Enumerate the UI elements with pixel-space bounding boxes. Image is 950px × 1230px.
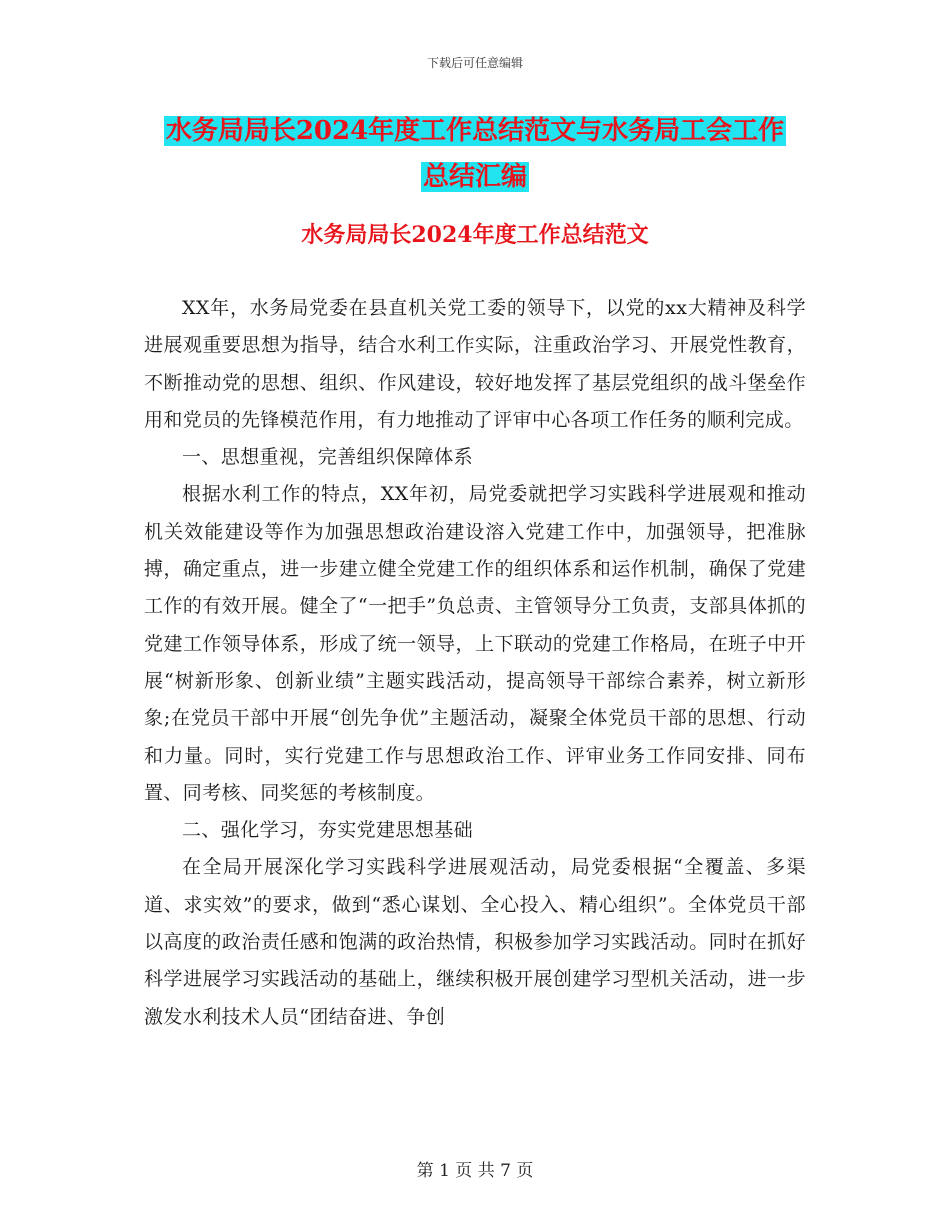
heading-part-one: 一、思想重视，完善组织保障体系	[182, 446, 474, 469]
heading-part-two: 二、强化学习，夯实党建思想基础	[182, 819, 474, 842]
page-header-note: 下载后可任意编辑	[426, 56, 523, 70]
paragraph-intro: XX年，水务局党委在县直机关党工委的领导下，以党的xx大精神及科学进展观重要思想为指导，结合水利工作实际，注重政治学习、开展党性教育，不断推动党的思想、组织、作风建设，较好地发挥了基层党组织的战斗堡垒作用和党员的先锋模范作用，有力地推动了评审中心各项工作任务的顺利完成。	[144, 297, 806, 431]
document-title	[0, 108, 950, 200]
body-text	[144, 290, 806, 1036]
document-title-line-2: 总结汇编	[422, 162, 527, 192]
document-title-line-1: 水务局局长2024年度工作总结范文与水务局工会工作	[165, 116, 785, 146]
page-number: 第 1 页 共 7 页	[416, 1161, 534, 1181]
section-title: 水务局局长2024年度工作总结范文	[301, 222, 649, 248]
paragraph-part-one: 根据水利工作的特点，XX年初，局党委就把学习实践科学进展观和推动机关效能建设等作为加强思想政治建设溶入党建工作中，加强领导，把准脉搏，确定重点，进一步建立健全党建工作的组织体系和运作机制，确保了党建工作的有效开展。健全了“一把手”负总责、主管领导分工负责，支部具体抓的党建工作领导体系，形成了统一领导，上下联动的党建工作格局，在班子中开展“树新形象、创新业绩”主题实践活动，提高领导干部综合素养，树立新形象;在党员干部中开展“创先争优”主题活动，凝聚全体党员干部的思想、行动和力量。同时，实行党建工作与思想政治工作、评审业务工作同安排、同布置、同考核、同奖惩的考核制度。	[144, 483, 806, 804]
paragraph-part-two: 在全局开展深化学习实践科学进展观活动，局党委根据“全覆盖、多渠道、求实效”的要求，做到“悉心谋划、全心投入、精心组织”。全体党员干部以高度的政治责任感和饱满的政治热情，积极参加学习实践活动。同时在抓好科学进展学习实践活动的基础上，继续积极开展创建学习型机关活动，进一步激发水利技术人员“团结奋进、争创	[144, 856, 806, 1028]
